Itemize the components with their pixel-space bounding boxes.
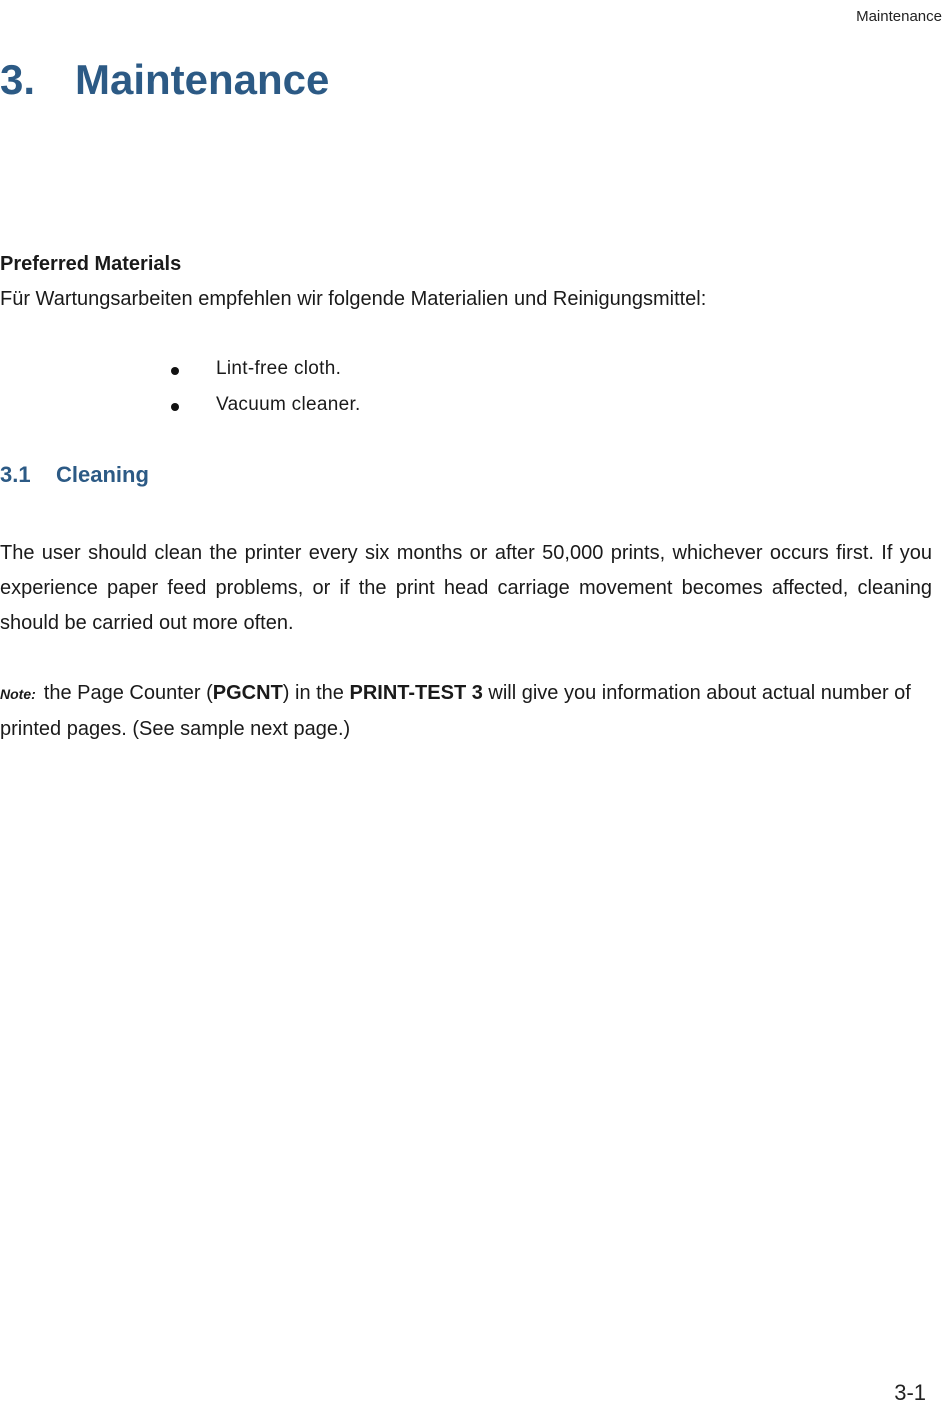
- list-item-label: Vacuum cleaner.: [216, 394, 361, 415]
- preferred-materials-heading: Preferred Materials: [0, 253, 182, 275]
- bullet-icon: [171, 403, 179, 411]
- chapter-title: [0, 56, 329, 104]
- note-text: ) in the: [282, 682, 350, 704]
- materials-list: [0, 358, 500, 430]
- chapter-number: 3.: [0, 56, 36, 103]
- note-paragraph: [0, 676, 932, 747]
- chapter-title-text: Maintenance: [75, 56, 330, 103]
- section-number: 3.1: [0, 462, 31, 487]
- list-item-label: Lint-free cloth.: [216, 358, 342, 379]
- section-title-text: Cleaning: [56, 462, 149, 487]
- section-cleaning-title: [0, 462, 149, 488]
- pgcnt-code: PGCNT: [212, 682, 283, 704]
- preferred-materials-intro: Für Wartungsarbeiten empfehlen wir folgende Materialien und Reinigungsmittel:: [0, 288, 707, 310]
- cleaning-paragraph: The user should clean the printer every six months or after 50,000 prints, whichever occurs first. If you experience paper feed problems, or if the print head carriage movement becomes affected, cleaning should be carried out more often.: [0, 542, 932, 634]
- list-item: [0, 394, 500, 430]
- print-test-name: PRINT-TEST 3: [349, 682, 483, 704]
- page-number: 3-1: [894, 1380, 926, 1405]
- note-label: Note:: [0, 686, 36, 702]
- note-text: the Page Counter (: [43, 682, 213, 704]
- running-header: Maintenance: [856, 8, 942, 25]
- bullet-icon: [171, 367, 179, 375]
- list-item: [0, 358, 500, 394]
- note-text: will give you information about actual number of printed pages. (See sample next page.): [0, 682, 911, 740]
